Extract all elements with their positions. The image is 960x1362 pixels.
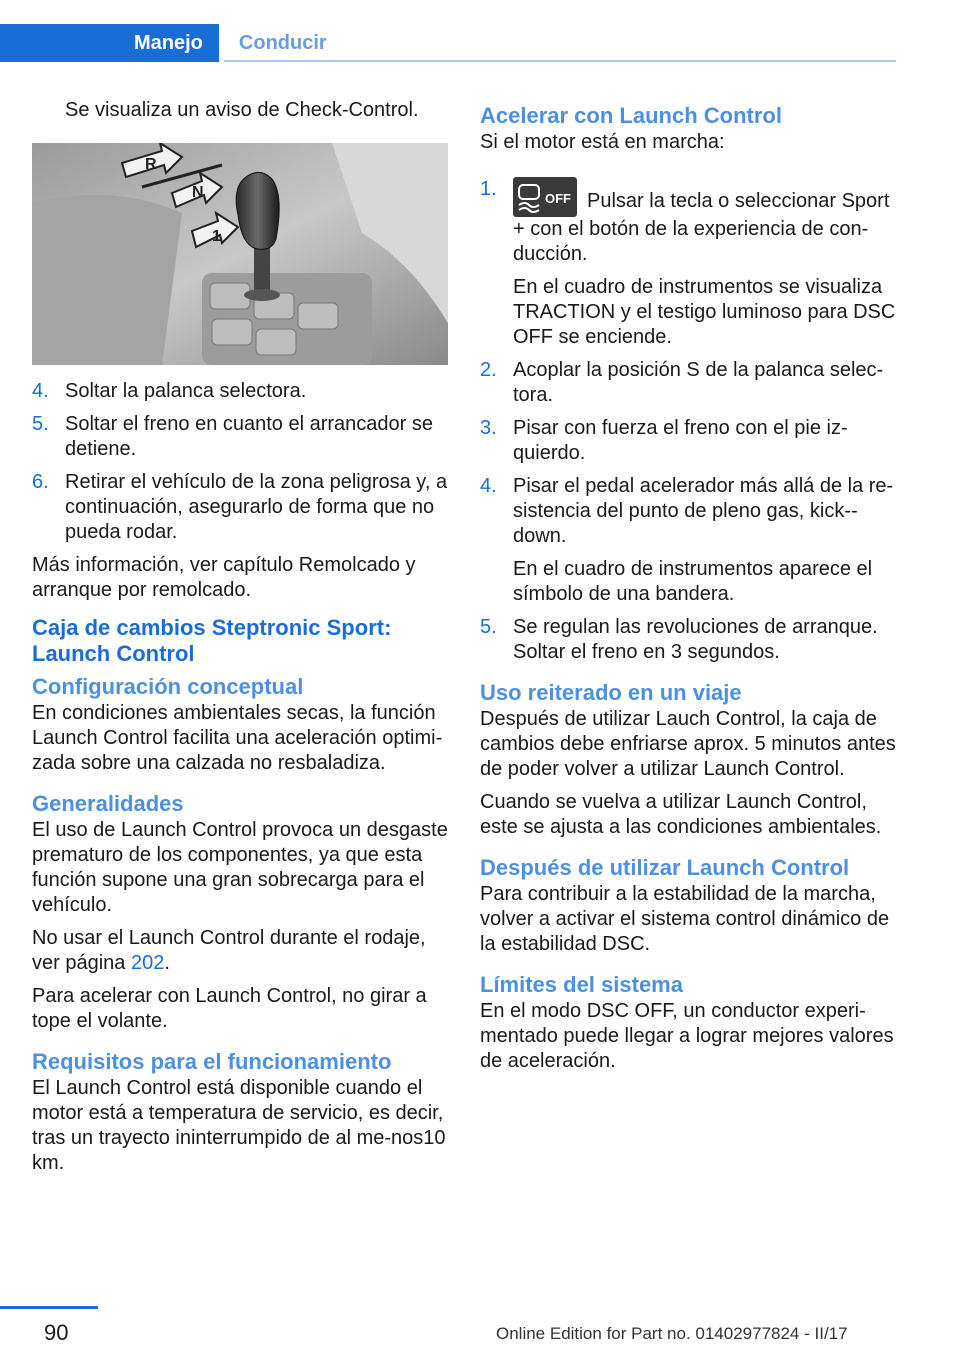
step-text: Soltar la palanca selectora.	[65, 380, 307, 402]
heading-after-use: Después de utilizar Launch Control	[480, 855, 850, 880]
step-number: 2.	[480, 359, 497, 381]
step-number: 4.	[480, 475, 497, 497]
step-note: En el cuadro de instrumentos aparece el símbolo de una bandera.	[513, 558, 873, 605]
step-text: Pulsar la tecla o seleccionar Sport + con el botón de la experiencia de con-ducción.	[513, 190, 890, 265]
label-r: R	[145, 156, 157, 173]
list-item	[480, 474, 898, 607]
step-text: Pisar con fuerza el freno con el pie iz-quierdo.	[513, 417, 848, 464]
heading-general: Generalidades	[32, 791, 184, 816]
more-info-text: Más información, ver capítulo Remolcado y arranque por remolcado.	[32, 554, 416, 601]
list-item	[480, 615, 898, 665]
left-column	[32, 98, 450, 1184]
section-title-launch-control: Caja de cambios Steptronic Sport: Launch Control	[32, 615, 392, 666]
edition-footer: Online Edition for Part no. 01402977824 - II/17	[496, 1324, 848, 1343]
step-text: Se regulan las revoluciones de arranque. Soltar el freno en 3 segundos.	[513, 616, 878, 663]
step-text: Acoplar la posición S de la palanca selec-tora.	[513, 359, 884, 406]
breakin-text: No usar el Launch Control durante el rodaje, ver página	[32, 927, 426, 974]
requirements-text: El Launch Control está disponible cuando el motor está a temperatura de servicio, es decir, tras un trayecto ininterrumpido de al me-nos10 km.	[32, 1077, 446, 1174]
check-control-note: Se visualiza un aviso de Check-Control.	[65, 99, 419, 121]
heading-concept: Configuración conceptual	[32, 674, 304, 699]
step-text: Retirar el vehículo de la zona peligrosa y, a continuación, asegurarlo de forma que no pueda rodar.	[65, 471, 448, 543]
step-number: 1.	[480, 178, 497, 200]
tab-manejo[interactable]: Manejo	[118, 24, 219, 62]
list-item	[480, 177, 898, 350]
header-divider	[224, 60, 896, 62]
gear-selector-photo	[32, 143, 448, 365]
heading-requirements: Requisitos para el funcionamiento	[32, 1049, 392, 1074]
system-limits-text: En el modo DSC OFF, un conductor experi-mentado puede llegar a lograr mejores valores de aceleración.	[480, 1000, 894, 1072]
launch-steps	[480, 177, 898, 665]
list-item	[480, 358, 898, 408]
step-number: 6.	[32, 471, 49, 493]
gear-selector-illustration	[32, 143, 448, 365]
tab-conducir[interactable]: Conducir	[238, 31, 327, 54]
reuse-text-cooling: Después de utilizar Lauch Control, la caja de cambios debe enfriarse aprox. 5 minutos antes de poder volver a utilizar Launch Control.	[480, 708, 896, 780]
list-item	[32, 470, 450, 545]
tab-accent-bar	[0, 24, 118, 62]
label-1: 1	[212, 228, 221, 245]
footer-divider	[0, 1306, 98, 1309]
step-number: 5.	[480, 616, 497, 638]
step-number: 4.	[32, 380, 49, 402]
step-text: Soltar el freno en cuanto el arrancador se detiene.	[65, 413, 433, 460]
page-number: 90	[44, 1320, 69, 1345]
concept-text: En condiciones ambientales secas, la función Launch Control facilita una aceleración optimi-zada sobre una calzada no resbaladiza.	[32, 702, 443, 774]
after-use-text: Para contribuir a la estabilidad de la marcha, volver a activar el sistema control dinámico de la estabilidad DSC.	[480, 883, 890, 955]
heading-system-limits: Límites del sistema	[480, 972, 683, 997]
list-item	[32, 412, 450, 462]
section-tabs	[0, 24, 347, 62]
general-text-breakin	[32, 926, 450, 976]
list-item	[480, 416, 898, 466]
page-link-202[interactable]: 202	[130, 952, 165, 974]
accelerate-intro: Si el motor está en marcha:	[480, 131, 725, 153]
heading-accelerate: Acelerar con Launch Control	[480, 103, 782, 128]
right-column	[480, 98, 898, 1082]
traction-off-button-icon	[513, 177, 577, 217]
off-label: OFF	[545, 191, 571, 206]
step-number: 3.	[480, 417, 497, 439]
heading-reuse: Uso reiterado en un viaje	[480, 680, 742, 705]
step-number: 5.	[32, 413, 49, 435]
general-text-wear: El uso de Launch Control provoca un desgaste prematuro de los componentes, ya que esta función supone una gran sobrecarga para el vehículo.	[32, 819, 448, 916]
release-steps	[32, 379, 450, 545]
breakin-period: .	[164, 952, 170, 974]
label-n: N	[192, 184, 204, 201]
general-text-steering: Para acelerar con Launch Control, no girar a tope el volante.	[32, 985, 427, 1032]
step-text: Pisar el pedal acelerador más allá de la re-sistencia del punto de pleno gas, kick--down.	[513, 475, 894, 547]
list-item	[32, 379, 450, 404]
page-header	[0, 0, 960, 62]
step-note: En el cuadro de instrumentos se visualiza TRACTION y el testigo luminoso para DSC OFF se enciende.	[513, 276, 896, 348]
reuse-text-adjust: Cuando se vuelva a utilizar Launch Control, este se ajusta a las condiciones ambientales.	[480, 791, 882, 838]
